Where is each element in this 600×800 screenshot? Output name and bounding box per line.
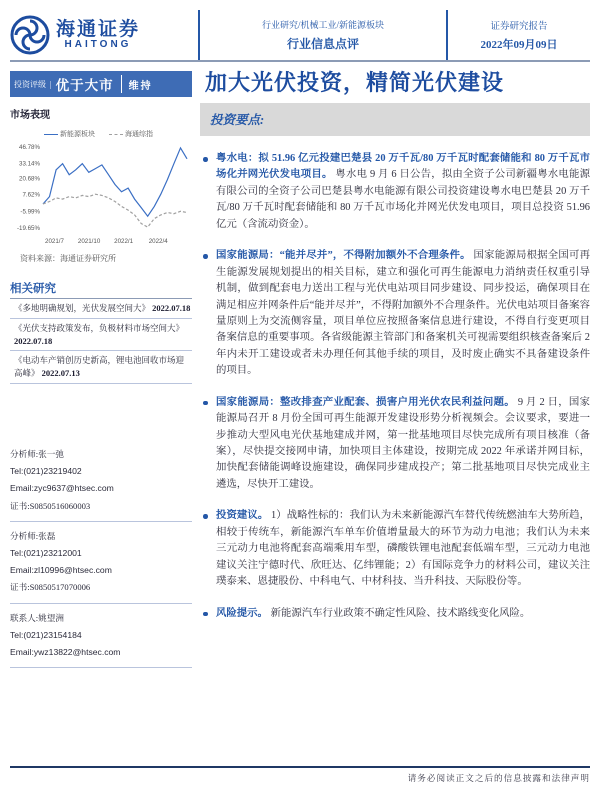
related-title: 《电动车产销创历史新高，锂电池回收市场迎高峰》: [14, 355, 185, 378]
report-date: 2022年09月09日: [480, 39, 558, 51]
svg-text:2022/4: 2022/4: [148, 238, 168, 245]
related-research-heading: 相关研究: [10, 280, 192, 299]
rating-divider: |: [50, 79, 52, 89]
bullet-body: 粤水电 9 月 6 日公告，拟由全资子公司新疆粤水电能源有限公司的全资子公司巴楚县粤水电能源有限公司投资建设粤水电巴楚县 20 万千瓦/80 万千瓦时配套储能和 80 万千瓦市场化并网光伏发电项目，项目总投资 51.96 亿元（含流动资金）。: [216, 169, 590, 230]
legend-line-dashed-icon: [109, 134, 123, 135]
svg-text:2022/1: 2022/1: [114, 238, 134, 245]
legend-item-new-energy: [44, 129, 95, 139]
report-header: [10, 10, 590, 62]
brand-block: [10, 10, 198, 60]
rating-value: 优于大市: [55, 78, 114, 93]
analyst-block: [10, 526, 192, 604]
brand-text: [56, 20, 140, 50]
svg-text:-19.65%: -19.65%: [16, 224, 40, 232]
bullet-lead: 风险提示。: [216, 607, 268, 619]
header-right: [448, 10, 590, 60]
contact-email: Email:ywz13822@htsec.com: [10, 646, 121, 657]
analyst-cert: 证书:S0850517070006: [10, 582, 91, 593]
brand-name-en: HAITONG: [64, 39, 132, 50]
legend-item-haitong-index: [109, 129, 153, 139]
bullet-item: [200, 606, 590, 622]
market-performance-chart: [10, 127, 192, 245]
report-category: 行业研究/机械工业/新能源板块: [261, 20, 384, 30]
svg-text:33.14%: 33.14%: [19, 160, 40, 168]
related-date: 2022.07.18: [14, 335, 53, 346]
analyst-block: [10, 444, 192, 522]
report-label: 证券研究报告: [490, 22, 548, 32]
rating-badge: [10, 71, 192, 97]
legend-label: 新能源板块: [60, 131, 95, 138]
svg-text:-5.99%: -5.99%: [20, 208, 40, 216]
related-title: 《光伏支持政策发布，负极材料市场空间大》: [14, 322, 185, 333]
page-title: 加大光伏投资，精简光伏建设: [205, 70, 505, 95]
svg-text:20.68%: 20.68%: [19, 175, 40, 183]
related-date: 2022.07.18: [152, 303, 191, 313]
analyst-cert: 证书:S0850516060003: [10, 500, 91, 511]
bullet-lead: 国家能源局：整改排查产业配套、损害户用光伏农民利益问题。: [216, 396, 515, 408]
market-chart-svg: [10, 127, 192, 245]
analyst-email: Email:zl10996@htsec.com: [10, 565, 112, 576]
bullet-body: 国家能源局根据全国可再生能源发展规划提出的相关目标，建立和强化可再生能源电力消纳责任权重引导机制，做到配套电力送出工程与光伏电站项目同步建设、同步投运，确保项目在满足相应并网条件后“能并尽并”，不得附加额外不合理条件。光伏电站项目备案容量原则上为交流侧容量，项目单位应按照备案信息进行建设，不得自行变更项目备案信息的重要事项。各省级能源主管部门和备案机关可视需要组织核查备案后 2 年内未开工建设或者未办理任何其他手续的项目，及时废止确实不具备建设条件的项目。: [216, 250, 590, 377]
bullet-lead: 国家能源局：“能并尽并”，不得附加额外不合理条件。: [216, 250, 471, 262]
related-research-item: [10, 299, 192, 319]
disclaimer-text: 请务必阅读正文之后的信息披露和法律声明: [407, 773, 590, 783]
analyst-tel: Tel:(021)23219402: [10, 466, 82, 477]
contact-person-block: [10, 608, 192, 669]
page-footer: [10, 766, 590, 784]
bullet-body: 9 月 2 日，国家能源局召开 8 月份全国可再生能源开发建设形势分析视频会。会议要求，要进一步推动大型风电光伏基地建成并网，第一批基地项目尽快完成所有项目核准（备案），尽快提交接网申请，加快项目主体建设，按期完成 2022 年承诺并网目标，加快配套储能调峰设施建设，确保同步建成投产；第二批基地项目尽快完成业主遴选，尽快开工建设。: [216, 396, 591, 490]
report-type: 行业信息点评: [286, 37, 359, 51]
bullet-lead: 粤水电：拟 51.96 亿元投建巴楚县 20 万千瓦/80 万千瓦时配套储能和 80 万千瓦市场化并网光伏发电项目。: [216, 153, 590, 181]
svg-text:2021/10: 2021/10: [77, 238, 101, 245]
bullet-item: [200, 395, 590, 494]
rating-status: 维持: [128, 80, 153, 92]
chart-source: 资料来源：海通证券研究所: [20, 254, 116, 263]
related-title: 《多地明确规划，光伏发展空间大》: [14, 303, 151, 313]
contact-tel: Tel:(021)23154184: [10, 629, 82, 640]
rating-label: 投资评级: [14, 79, 46, 89]
analyst-tel: Tel:(021)23212001: [10, 547, 82, 558]
bullet-item: [200, 248, 590, 380]
header-center: [198, 10, 448, 60]
analyst-name: 分析师:张一弛: [10, 449, 64, 459]
related-research-item: [10, 351, 192, 384]
bullet-body: 1）战略性标的：我们认为未来新能源汽车替代传统燃油车大势所趋，相较于传统车，新能源汽车单车价值增量最大的环节为动力电池；我们认为未来三元动力电池将配套高端乘用车型，磷酸铁锂电池配套低端车型，三元动力电池建议关注宁德时代、欣旺达、亿纬锂能；2）有国际竞争力的材料公司，建议关注璞泰来、恩捷股份、中科电气、中材科技、当升科技、天际股份等。: [216, 510, 590, 588]
market-performance-heading: 市场表现: [10, 110, 50, 121]
chart-legend: [44, 129, 192, 139]
bullet-list: [200, 151, 590, 622]
bullet-body: 新能源汽车行业政策不确定性风险、技术路线变化风险。: [270, 607, 531, 619]
analyst-name: 分析师:张磊: [10, 530, 56, 541]
analyst-contacts: [10, 444, 192, 672]
investment-points-heading: 投资要点:: [210, 113, 265, 127]
svg-text:46.78%: 46.78%: [19, 143, 40, 151]
bullet-item: [200, 508, 590, 590]
main-content: [200, 103, 590, 622]
bullet-item: [200, 151, 590, 233]
sidebar: [10, 106, 192, 384]
legend-line-blue-icon: [44, 134, 58, 135]
legend-label: 海通综指: [125, 131, 153, 138]
bullet-lead: 投资建议。: [216, 510, 269, 522]
haitong-logo-icon: [10, 15, 50, 55]
brand-name-cn: 海通证券: [56, 19, 141, 40]
svg-text:2021/7: 2021/7: [45, 238, 64, 245]
related-date: 2022.07.13: [41, 368, 80, 378]
related-research-item: [10, 319, 192, 352]
analyst-email: Email:zyc9637@htsec.com: [10, 483, 114, 494]
rating-separator: [121, 75, 122, 93]
svg-text:7.62%: 7.62%: [22, 191, 40, 199]
contact-name: 联系人:姚望洲: [10, 612, 64, 623]
investment-points-bar: [200, 103, 590, 136]
